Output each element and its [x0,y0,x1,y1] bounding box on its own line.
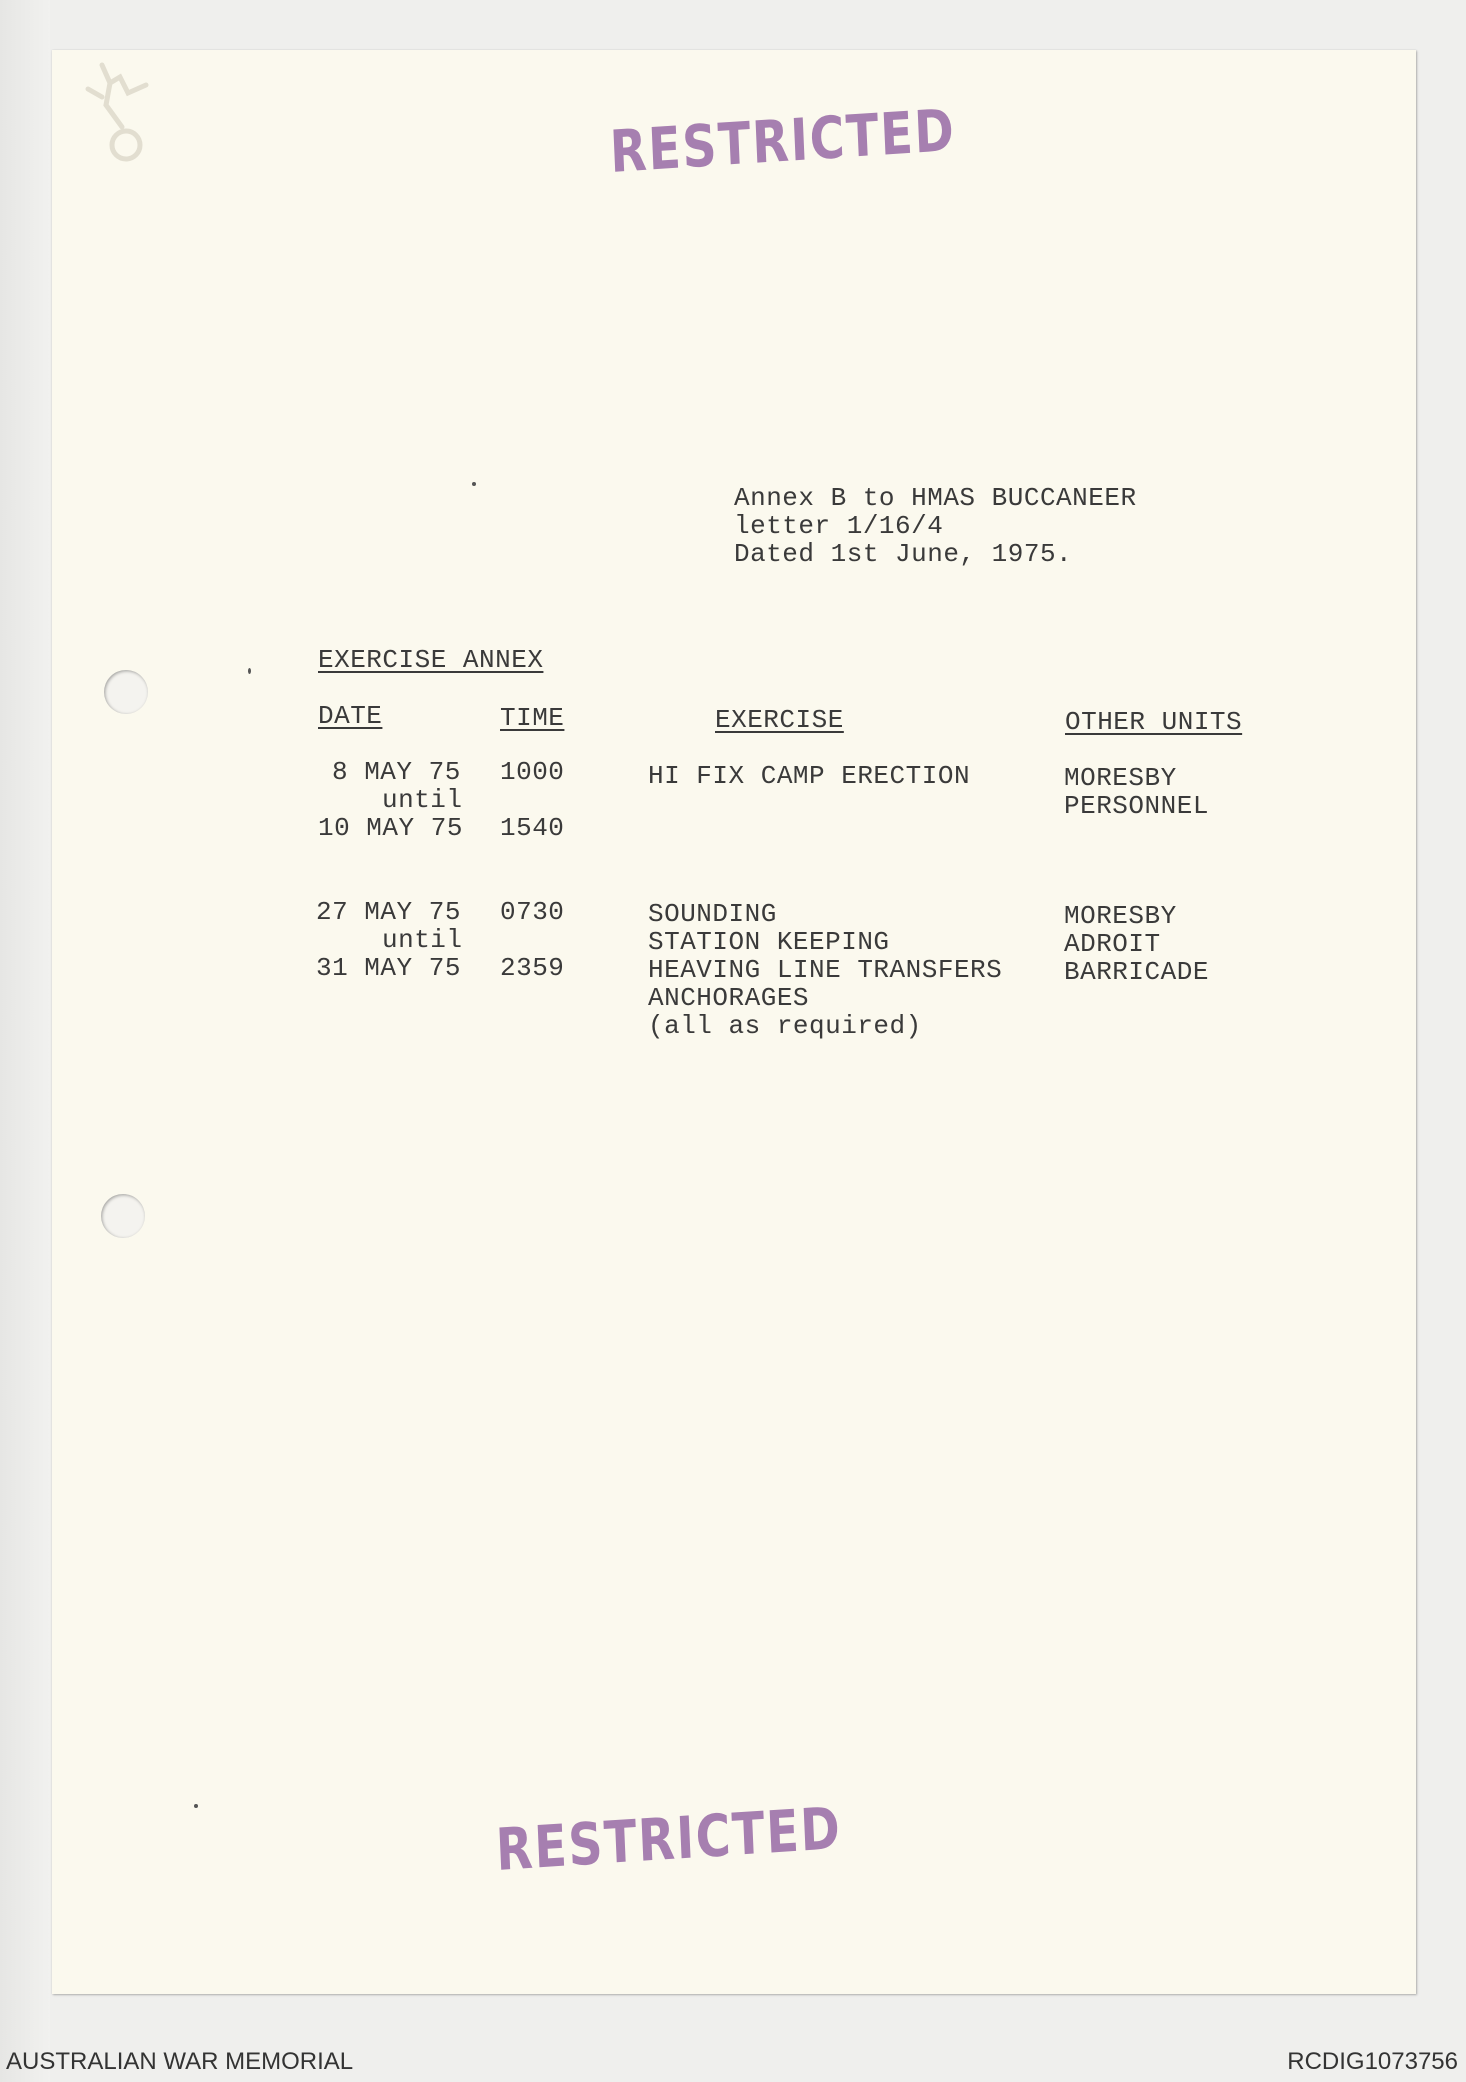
row1-unit-2: PERSONNEL [1064,791,1209,821]
reference-line-2: letter 1/16/4 [734,511,944,541]
row1-date-start: 8 MAY 75 [332,757,461,787]
row1-time-start: 1000 [500,757,565,787]
row2-time-start: 0730 [500,897,565,927]
row2-date-end: 31 MAY 75 [316,953,461,983]
punch-hole-lower [101,1194,145,1238]
reference-line-3: Dated 1st June, 1975. [734,539,1073,569]
scan-background-strip [0,0,50,2082]
row2-time-end: 2359 [500,953,565,983]
header-time: TIME [500,703,565,733]
restricted-stamp-top: RESTRICTED [608,95,957,186]
ink-speck [472,482,476,486]
row1-exercise-1: HI FIX CAMP ERECTION [648,761,971,791]
row1-until: until [382,785,463,815]
row2-unit-1: MORESBY [1064,901,1177,931]
row2-exercise-3: HEAVING LINE TRANSFERS [648,955,1003,985]
row2-exercise-1: SOUNDING [648,899,777,929]
row2-date-start: 27 MAY 75 [316,897,461,927]
row1-unit-1: MORESBY [1064,763,1177,793]
row2-until: until [382,925,463,955]
row2-unit-2: ADROIT [1064,929,1161,959]
ink-speck [194,1804,198,1808]
row2-exercise-2: STATION KEEPING [648,927,890,957]
reference-line-1: Annex B to HMAS BUCCANEER [734,483,1137,513]
annex-title: EXERCISE ANNEX [318,645,544,675]
punch-hole-upper [104,670,148,714]
row1-date-end: 10 MAY 75 [318,813,463,843]
header-date: DATE [318,701,383,731]
row2-exercise-5: (all as required) [648,1011,922,1041]
embossed-seal [50,45,170,175]
restricted-stamp-bottom: RESTRICTED [494,1793,843,1884]
row1-time-end: 1540 [500,813,565,843]
footer-record-id: RCDIG1073756 [1287,2048,1458,2075]
row2-unit-3: BARRICADE [1064,957,1209,987]
header-other-units: OTHER UNITS [1065,707,1243,737]
ink-speck [248,668,251,674]
header-exercise: EXERCISE [715,705,844,735]
row2-exercise-4: ANCHORAGES [648,983,810,1013]
footer-source: AUSTRALIAN WAR MEMORIAL [6,2048,354,2075]
